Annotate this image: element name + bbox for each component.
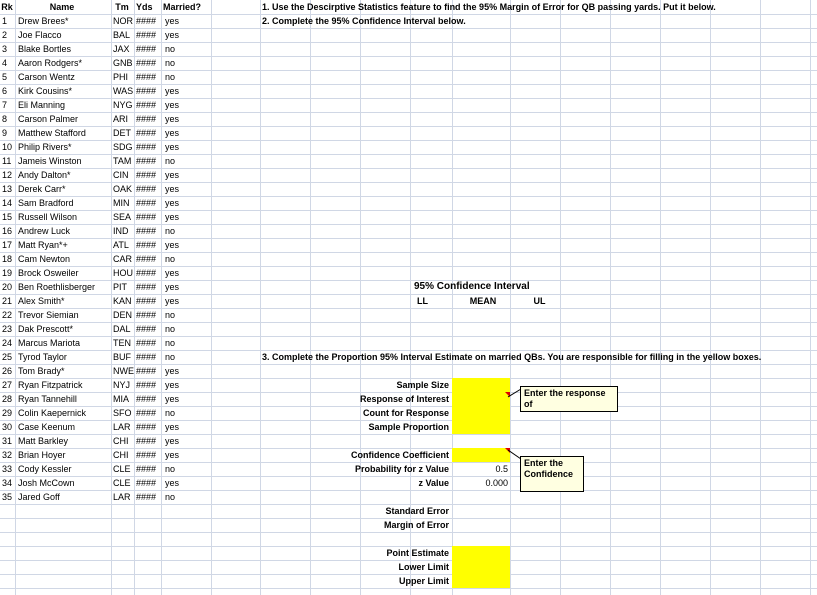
cell-name[interactable]: Brock Osweiler [18,268,79,278]
cell-name[interactable]: Brian Hoyer [18,450,66,460]
cell-team[interactable]: PIT [113,282,128,292]
cell-team[interactable]: CIN [113,170,129,180]
cell-married[interactable]: yes [165,366,180,376]
cell-yds[interactable]: #### [136,198,157,208]
label-sample-size: Sample Size [396,380,449,390]
cell-rk[interactable]: 29 [2,408,13,418]
cell-yds[interactable]: #### [136,240,157,250]
cell-rk[interactable]: 4 [2,58,8,68]
cell-yds[interactable]: #### [136,184,157,194]
cell-team[interactable]: HOU [113,268,133,278]
cell-yds[interactable]: #### [136,30,157,40]
header-tm: Tm [115,2,129,12]
cell-team[interactable]: NOR [113,16,133,26]
cell-married[interactable]: yes [165,296,180,306]
cell-team[interactable]: CHI [113,436,129,446]
label-lower-limit: Lower Limit [398,562,449,572]
cell-name[interactable]: Derek Carr* [18,184,66,194]
cell-married[interactable]: yes [165,142,180,152]
cell-name[interactable]: Andy Dalton* [18,170,71,180]
cell-team[interactable]: OAK [113,184,133,194]
cell-married[interactable]: yes [165,380,180,390]
cell-name[interactable]: Alex Smith* [18,296,65,306]
cell-rk[interactable]: 20 [2,282,13,292]
cell-married[interactable]: no [165,254,176,264]
cell-yds[interactable]: #### [136,338,157,348]
cell-name[interactable]: Eli Manning [18,100,66,110]
cell-name[interactable]: Case Keenum [18,422,76,432]
instruction-q3: 3. Complete the Proportion 95% Interval Estimate on married QBs. You are responsible for filling in the yellow boxes. [262,352,762,362]
cell-team[interactable]: CAR [113,254,133,264]
sample-inputs-box[interactable] [452,378,510,434]
cell-married[interactable]: yes [165,282,180,292]
cell-team[interactable]: BAL [113,30,131,40]
label-margin-of-error: Margin of Error [383,520,449,530]
cell-team[interactable]: MIN [113,198,130,208]
cell-team[interactable]: NWE [113,366,134,376]
label-standard-error: Standard Error [385,506,449,516]
cell-yds[interactable]: #### [136,450,157,460]
cell-rk[interactable]: 3 [2,44,8,54]
cell-rk[interactable]: 26 [2,366,13,376]
cell-name[interactable]: Drew Brees* [18,16,69,26]
cell-team[interactable]: LAR [113,492,131,502]
cell-yds[interactable]: #### [136,380,157,390]
label-upper-limit: Upper Limit [398,576,449,586]
cell-rk[interactable]: 8 [2,114,8,124]
cell-yds[interactable]: #### [136,16,157,26]
cell-team[interactable]: GNB [113,58,133,68]
cell-name[interactable]: Colin Kaepernick [18,408,87,418]
cell-team[interactable]: SDG [113,142,133,152]
cell-married[interactable]: yes [165,184,180,194]
cell-name[interactable]: Tyrod Taylor [18,352,67,362]
cell-rk[interactable]: 17 [2,240,13,250]
cell-team[interactable]: NYG [113,100,133,110]
cell-rk[interactable]: 1 [2,16,8,26]
cell-yds[interactable]: #### [136,156,157,166]
cell-rk[interactable]: 11 [2,156,12,166]
cell-yds[interactable]: #### [136,408,157,418]
cell-yds[interactable]: #### [136,170,157,180]
cell-yds[interactable]: #### [136,464,157,474]
cell-rk[interactable]: 9 [2,128,8,138]
cell-rk[interactable]: 24 [2,338,13,348]
cell-rk[interactable]: 31 [2,436,13,446]
cell-rk[interactable]: 21 [2,296,13,306]
cell-rk[interactable]: 10 [2,142,13,152]
cell-rk[interactable]: 25 [2,352,13,362]
cell-married[interactable]: no [165,338,176,348]
cell-married[interactable]: no [165,408,176,418]
cell-team[interactable]: ARI [113,114,129,124]
label-point-estimate: Point Estimate [386,548,449,558]
cell-married[interactable]: yes [165,170,180,180]
cell-rk[interactable]: 7 [2,100,8,110]
cell-rk[interactable]: 35 [2,492,13,502]
cell-name[interactable]: Joe Flacco [18,30,62,40]
instruction-q2: 2. Complete the 95% Confidence Interval below. [262,16,466,26]
label-sample-proportion: Sample Proportion [368,422,449,432]
cell-married[interactable]: no [165,226,176,236]
cell-yds[interactable]: #### [136,478,157,488]
cell-rk[interactable]: 27 [2,380,13,390]
cell-name[interactable]: Cody Kessler [18,464,72,474]
cell-team[interactable]: IND [113,226,129,236]
cell-name[interactable]: Carson Wentz [18,72,75,82]
cell-team[interactable]: MIA [113,394,130,404]
header-name: Name [49,2,75,12]
cell-rk[interactable]: 12 [2,170,13,180]
cell-team[interactable]: SEA [113,212,132,222]
cell-rk[interactable]: 16 [2,226,13,236]
cell-yds[interactable]: #### [136,100,157,110]
cell-yds[interactable]: #### [136,310,157,320]
cell-yds[interactable]: #### [136,212,157,222]
header-rk: Rk [1,2,13,12]
cell-name[interactable]: Dak Prescott* [18,324,74,334]
cell-rk[interactable]: 6 [2,86,8,96]
header-yds: Yds [136,2,153,12]
cell-name[interactable]: Ryan Fitzpatrick [18,380,83,390]
cell-name[interactable]: Ryan Tannehill [18,394,77,404]
cell-married[interactable]: yes [165,16,180,26]
cell-team[interactable]: CLE [113,464,131,474]
cell-name[interactable]: Cam Newton [18,254,71,264]
cell-rk[interactable]: 30 [2,422,13,432]
value-probability-z[interactable]: 0.5 [495,464,508,474]
cell-yds[interactable]: #### [136,226,157,236]
cell-married[interactable]: yes [165,128,180,138]
cell-name[interactable]: Ben Roethlisberger [18,282,96,292]
cell-married[interactable]: yes [165,268,180,278]
ci-title: 95% Confidence Interval [414,281,530,292]
cell-yds[interactable]: #### [136,254,157,264]
cell-team[interactable]: DEN [113,310,133,320]
value-z[interactable]: 0.000 [485,478,508,488]
cell-team[interactable]: CLE [113,478,131,488]
cell-rk[interactable]: 18 [2,254,13,264]
cell-team[interactable]: PHI [113,72,129,82]
cell-married[interactable]: no [165,324,176,334]
cell-rk[interactable]: 23 [2,324,13,334]
cell-yds[interactable]: #### [136,394,157,404]
cell-yds[interactable]: #### [136,492,157,502]
cell-rk[interactable]: 13 [2,184,13,194]
cell-name[interactable]: Josh McCown [18,478,75,488]
cell-rk[interactable]: 32 [2,450,13,460]
cell-name[interactable]: Trevor Siemian [18,310,79,320]
cell-name[interactable]: Matt Barkley [18,436,69,446]
cell-yds[interactable]: #### [136,44,157,54]
cell-married[interactable]: no [165,72,176,82]
cell-married[interactable]: yes [165,198,180,208]
cell-married[interactable]: yes [165,86,180,96]
confidence-coefficient-input[interactable] [452,448,510,462]
cell-rk[interactable]: 5 [2,72,8,82]
interval-results-box[interactable] [452,546,510,588]
cell-married[interactable]: yes [165,114,180,124]
ci-mean-label: MEAN [469,296,497,306]
cell-team[interactable]: ATL [113,240,129,250]
cell-yds[interactable]: #### [136,114,157,124]
cell-rk[interactable]: 22 [2,310,13,320]
cell-team[interactable]: LAR [113,422,131,432]
cell-team[interactable]: BUF [113,352,131,362]
label-confidence-coefficient: Confidence Coefficient [350,450,449,460]
cell-married[interactable]: no [165,58,176,68]
cell-married[interactable]: no [165,156,176,166]
cell-yds[interactable]: #### [136,296,157,306]
cell-yds[interactable]: #### [136,436,157,446]
label-count-for-response: Count for Response [362,408,449,418]
cell-name[interactable]: Matt Ryan*+ [18,240,68,250]
instruction-q1: 1. Use the Descirptive Statistics feature to find the 95% Margin of Error for QB passing yards. Put it below. [262,2,716,12]
cell-yds[interactable]: #### [136,268,157,278]
cell-name[interactable]: Jared Goff [18,492,60,502]
cell-name[interactable]: Matthew Stafford [18,128,86,138]
comment-response[interactable]: Enter the response of [520,386,618,412]
cell-name[interactable]: Russell Wilson [18,212,78,222]
cell-rk[interactable]: 15 [2,212,13,222]
cell-married[interactable]: no [165,44,176,54]
cell-team[interactable]: DET [113,128,131,138]
cell-name[interactable]: Carson Palmer [18,114,79,124]
ci-ul-label: UL [533,296,546,306]
cell-yds[interactable]: #### [136,86,157,96]
cell-married[interactable]: no [165,464,176,474]
cell-team[interactable]: SFO [113,408,132,418]
cell-name[interactable]: Philip Rivers* [18,142,72,152]
comment-confidence[interactable]: Enter the Confidence [520,456,584,492]
cell-team[interactable]: KAN [113,296,132,306]
cell-name[interactable]: Jameis Winston [18,156,82,166]
cell-rk[interactable]: 14 [2,198,13,208]
cell-married[interactable]: yes [165,240,180,250]
cell-yds[interactable]: #### [136,366,157,376]
cell-name[interactable]: Andrew Luck [18,226,71,236]
cell-name[interactable]: Kirk Cousins* [18,86,73,96]
cell-yds[interactable]: #### [136,128,157,138]
cell-team[interactable]: DAL [113,324,131,334]
cell-team[interactable]: CHI [113,450,129,460]
cell-team[interactable]: TAM [113,156,132,166]
label-z-value: z Value [418,478,449,488]
cell-yds[interactable]: #### [136,72,157,82]
cell-rk[interactable]: 28 [2,394,13,404]
cell-yds[interactable]: #### [136,324,157,334]
cell-name[interactable]: Marcus Mariota [18,338,81,348]
cell-rk[interactable]: 33 [2,464,13,474]
cell-rk[interactable]: 19 [2,268,13,278]
cell-rk[interactable]: 34 [2,478,13,488]
cell-team[interactable]: JAX [113,44,130,54]
header-married: Married? [163,2,202,12]
cell-yds[interactable]: #### [136,282,157,292]
cell-name[interactable]: Blake Bortles [18,44,72,54]
cell-yds[interactable]: #### [136,352,157,362]
cell-rk[interactable]: 2 [2,30,8,40]
cell-married[interactable]: no [165,492,176,502]
ci-ll-label: LL [417,296,428,306]
cell-married[interactable]: yes [165,478,180,488]
label-probability-z: Probability for z Value [354,464,449,474]
cell-married[interactable]: yes [165,436,180,446]
cell-yds[interactable]: #### [136,142,157,152]
cell-name[interactable]: Aaron Rodgers* [18,58,83,68]
cell-team[interactable]: TEN [113,338,131,348]
cell-married[interactable]: yes [165,30,180,40]
cell-team[interactable]: NYJ [113,380,131,390]
cell-married[interactable]: no [165,352,176,362]
label-response-of-interest: Response of Interest [359,394,449,404]
cell-married[interactable]: no [165,310,176,320]
cell-married[interactable]: yes [165,100,180,110]
cell-married[interactable]: yes [165,394,180,404]
cell-name[interactable]: Sam Bradford [18,198,74,208]
cell-married[interactable]: yes [165,450,180,460]
cell-name[interactable]: Tom Brady* [18,366,65,376]
cell-married[interactable]: yes [165,422,180,432]
cell-team[interactable]: WAS [113,86,134,96]
cell-yds[interactable]: #### [136,58,157,68]
cell-yds[interactable]: #### [136,422,157,432]
cell-married[interactable]: yes [165,212,180,222]
